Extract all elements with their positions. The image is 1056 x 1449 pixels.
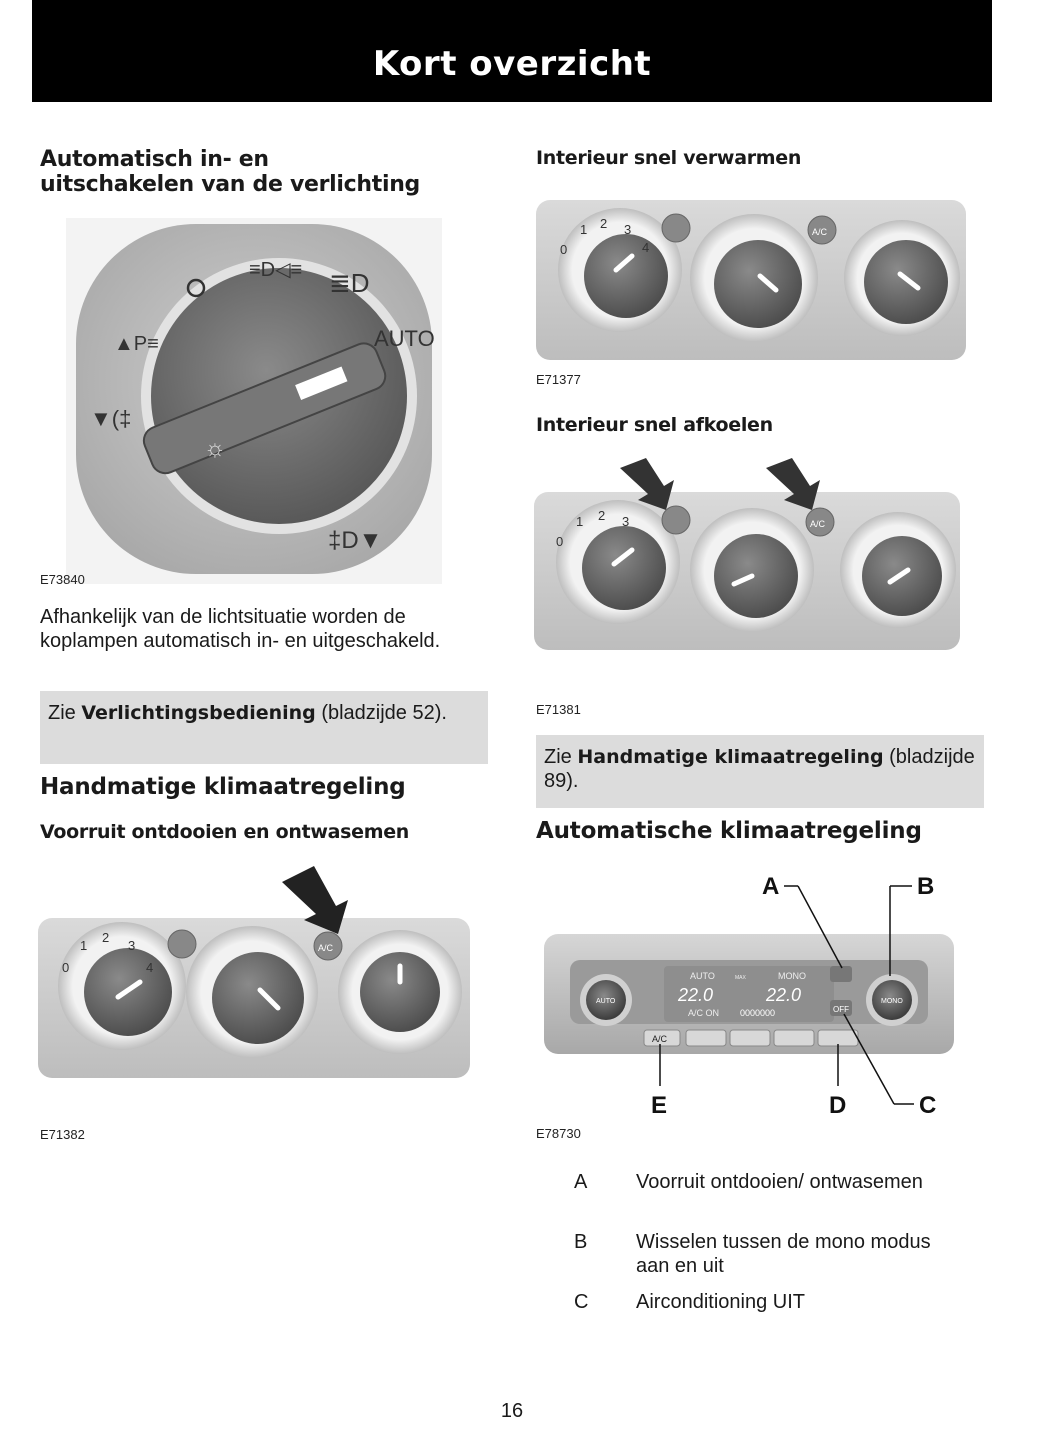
- ac-auto-button-label: A/C: [652, 1034, 668, 1044]
- legend-list: [574, 1170, 974, 1330]
- vent-windscreen-button[interactable]: [774, 1030, 814, 1046]
- auto-label: AUTO: [374, 326, 435, 351]
- fan-label-3: 3: [128, 938, 136, 953]
- note-prefix: Zie: [48, 702, 82, 724]
- temp-right: 22.0: [766, 985, 802, 1005]
- cool-recirc-button[interactable]: [662, 506, 690, 534]
- callout-c: C: [919, 1092, 937, 1119]
- cool-fan-knob[interactable]: [582, 526, 666, 610]
- heat-ac-label: A/C: [812, 227, 828, 237]
- front-fog-icon: ‡D▼: [328, 527, 383, 554]
- mono-knob-label: MONO: [881, 998, 903, 1005]
- cool-fan-label-0: 0: [556, 534, 564, 549]
- note-link-climate[interactable]: Handmatige klimaatregeling: [577, 746, 884, 768]
- heat-fan-label-0: 0: [560, 242, 568, 257]
- heat-recirc-button[interactable]: [662, 214, 690, 242]
- recirc-button[interactable]: [168, 930, 196, 958]
- display-mono-label: MONO: [778, 971, 806, 981]
- lighting-heading: [40, 147, 500, 197]
- callout-b: B: [917, 873, 935, 900]
- parking-light-icon: ▲P≡: [114, 333, 159, 355]
- rear-fog-icon: ▼(‡: [90, 406, 132, 431]
- fan-label-2: 2: [102, 930, 110, 945]
- legend-key-c: C: [574, 1291, 589, 1313]
- off-button-label: OFF: [833, 1005, 849, 1014]
- temp-left: 22.0: [678, 985, 714, 1005]
- ac-button-label: A/C: [318, 943, 334, 953]
- cool-fan-label-2: 2: [598, 508, 606, 523]
- lighting-heading-line2: uitschakelen van de verlichting: [40, 172, 421, 197]
- climate-note: [536, 735, 984, 808]
- auto-climate-heading: Automatische klimaatregeling: [536, 818, 922, 844]
- manual-climate-heading: Handmatige klimaatregeling: [40, 774, 406, 800]
- heat-heading: Interieur snel verwarmen: [536, 147, 802, 169]
- heat-fan-label-2: 2: [600, 216, 608, 231]
- legend-value-a: Voorruit ontdooien/ ontwasemen: [636, 1171, 923, 1193]
- figure-code-e71382: E71382: [40, 1127, 85, 1142]
- cool-temperature-knob[interactable]: [714, 534, 798, 618]
- heat-temperature-knob[interactable]: [714, 240, 802, 328]
- legend-value-c: Airconditioning UIT: [636, 1291, 805, 1313]
- figure-code-e71377: E71377: [536, 372, 581, 387]
- vent-face-button[interactable]: [686, 1030, 726, 1046]
- lighting-paragraph: Afhankelijk van de lichtsituatie worden de koplampen automatisch in- en uitgeschakeld.: [40, 606, 441, 652]
- auto-climate-figure: [540, 868, 980, 1124]
- vent-feet-button[interactable]: [730, 1030, 770, 1046]
- lighting-note: [40, 691, 488, 764]
- legend-key-a: A: [574, 1171, 588, 1193]
- heat-fan-label-4: 4: [642, 240, 650, 255]
- fan-label-0: 0: [62, 960, 70, 975]
- heat-fan-label-1: 1: [580, 222, 588, 237]
- cool-fan-label-3: 3: [622, 514, 630, 529]
- figure-code-e78730: E78730: [536, 1126, 581, 1141]
- callout-a: A: [762, 873, 780, 900]
- note-suffix-2: (bladzijde 89).: [544, 746, 975, 792]
- legend-value-b: Wisselen tussen de mono modus aan en uit: [636, 1231, 931, 1277]
- parking-lights-icon: ≡D◁≡: [249, 259, 303, 281]
- figure-code-e73840: E73840: [40, 572, 85, 587]
- legend-key-b: B: [574, 1231, 588, 1253]
- cool-ac-label: A/C: [810, 519, 826, 529]
- figure-code-e71381: E71381: [536, 702, 581, 717]
- display-ac-on: A/C ON: [688, 1008, 720, 1018]
- fan-label-4: 4: [146, 960, 154, 975]
- light-switch-figure: [66, 218, 442, 584]
- display-max-label: MAX: [735, 975, 746, 981]
- recirculation-button[interactable]: [818, 1030, 858, 1046]
- heat-fan-label-3: 3: [624, 222, 632, 237]
- heat-fan-knob[interactable]: [584, 234, 668, 318]
- lighting-heading-line1: Automatisch in- en: [40, 147, 269, 172]
- note-prefix-2: Zie: [544, 746, 578, 768]
- page-title: Kort overzicht: [372, 44, 652, 84]
- defrost-heading: Voorruit ontdooien en ontwasemen: [40, 821, 410, 843]
- defrost-figure: [38, 862, 470, 1078]
- callout-e: E: [651, 1092, 668, 1119]
- defrost-button[interactable]: [830, 966, 852, 982]
- note-link-lighting[interactable]: Verlichtingsbediening: [81, 702, 316, 724]
- heat-air-distribution-knob[interactable]: [864, 240, 948, 324]
- heat-figure: [536, 194, 966, 366]
- page-number: 16: [500, 1400, 524, 1422]
- cool-heading: Interieur snel afkoelen: [536, 414, 773, 436]
- sun-light-icon: ☼: [204, 435, 226, 462]
- temperature-knob[interactable]: [212, 952, 304, 1044]
- display-auto-label: AUTO: [690, 971, 715, 981]
- headlight-icon: ≣D: [329, 268, 370, 298]
- header-bar: [32, 0, 992, 102]
- fan-label-1: 1: [80, 938, 88, 953]
- display-fan-level: 0000000: [740, 1008, 776, 1018]
- callout-d: D: [829, 1092, 847, 1119]
- note-suffix: (bladzijde 52).: [315, 702, 447, 724]
- auto-knob-label: AUTO: [596, 998, 616, 1005]
- cool-fan-label-1: 1: [576, 514, 584, 529]
- cool-figure: [534, 458, 960, 652]
